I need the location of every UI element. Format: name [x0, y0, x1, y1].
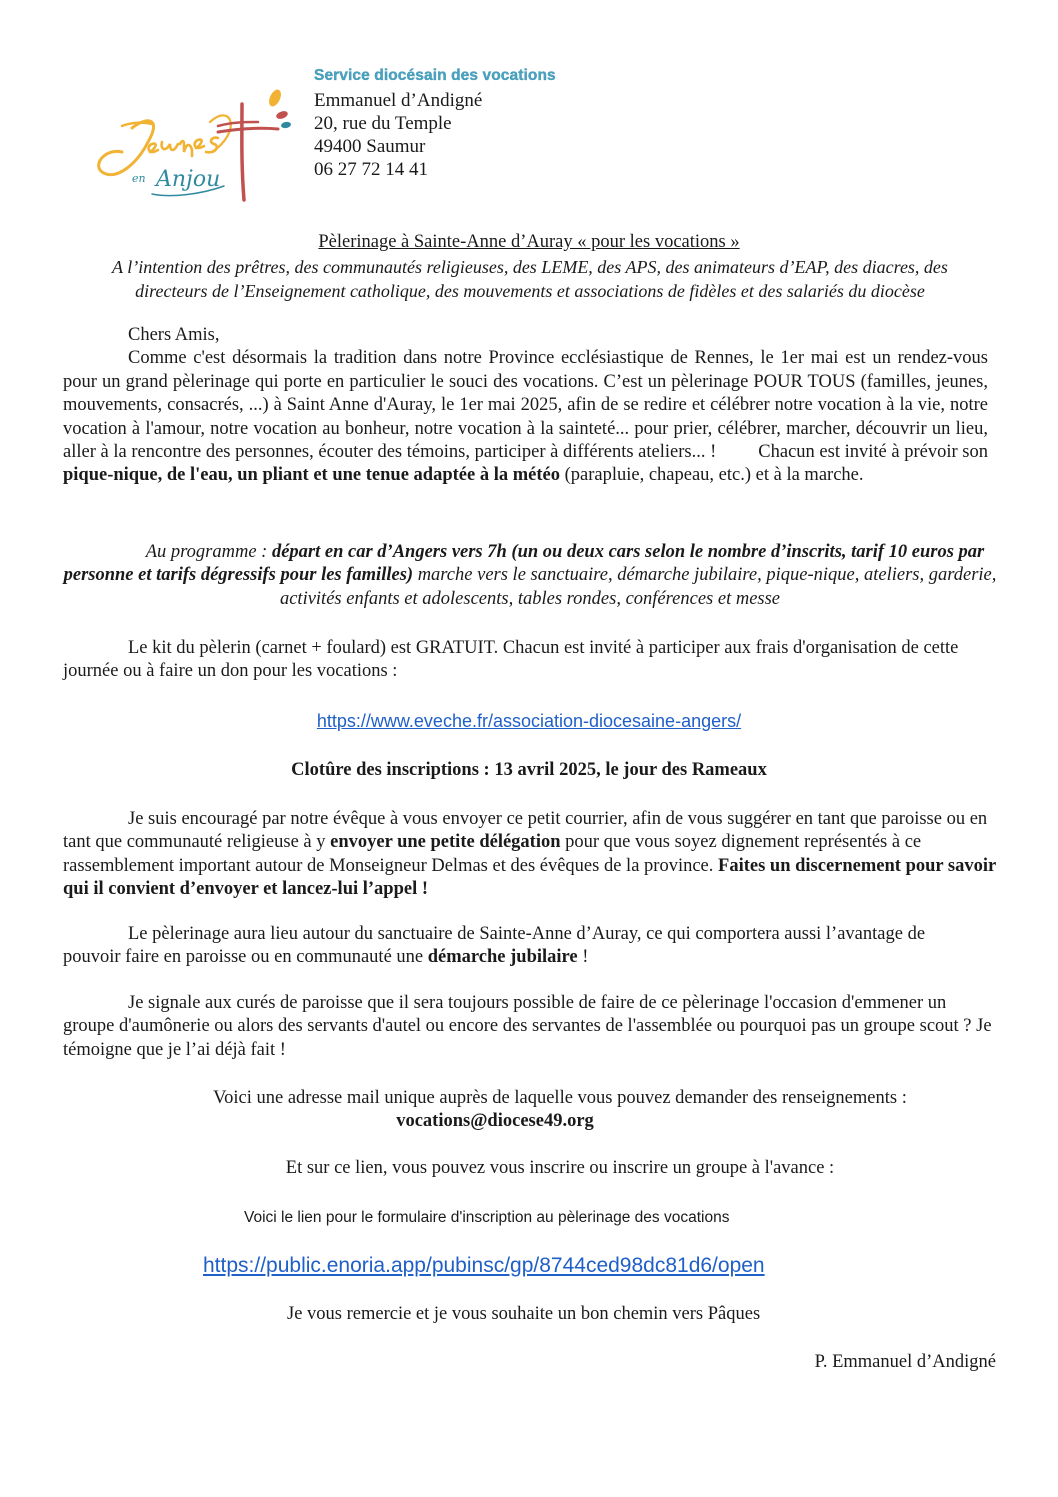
registration-link-row	[203, 1253, 765, 1278]
paragraph-3-bold: démarche jubilaire	[427, 947, 578, 968]
register-intro: Et sur ce lien, vous pouvez vous inscrire ou inscrire un groupe à l'avance :	[285, 1158, 835, 1178]
document-title: Pèlerinage à Sainte-Anne d’Auray « pour les vocations »	[318, 232, 740, 252]
registration-link[interactable]: https://public.enoria.app/pubinsc/gp/8744ced98dc81d6/open	[203, 1254, 765, 1277]
document-subtitle	[60, 256, 1000, 303]
svg-text:en: en	[132, 172, 146, 185]
registration-deadline: Clotûre des inscriptions : 13 avril 2025, le jour des Rameaux	[291, 760, 767, 780]
signature: P. Emmanuel d’Andigné	[814, 1352, 996, 1372]
paragraph-1-bold: pique-nique, de l'eau, un pliant et une tenue adaptée à la météo	[63, 465, 560, 486]
kit-paragraph	[63, 637, 963, 684]
paragraph-2	[63, 808, 998, 902]
subtitle-line: directeurs de l’Enseignement catholique, des mouvements et associations de fidèles et des salariés du diocèse	[135, 280, 925, 301]
paragraph-2-call: Faites un discernement pour savoir qui il convient d’envoyer et lancez-lui l’appel !	[63, 855, 996, 900]
paragraph-3	[63, 923, 983, 970]
paragraph-4	[63, 992, 998, 1062]
paragraph-1-cont: Chacun est invité à prévoir son	[758, 442, 988, 463]
paragraph-4-text: Je signale aux curés de paroisse que il sera toujours possible de faire de ce pèlerinage l'occasion d'emmener un groupe d'aumônerie ou alors des servants d'autel ou encore des servantes de l'assemblée ou pourquoi pas un groupe scout ? Je témoigne que je l’ai déjà fait !	[63, 993, 992, 1060]
kit-text: Le kit du pèlerin (carnet + foulard) est GRATUIT. Chacun est invité à participer aux frais d'organisation de cette journée ou à faire un don pour les vocations :	[63, 638, 959, 682]
thanks-line: Je vous remercie et je vous souhaite un bon chemin vers Pâques	[287, 1304, 761, 1324]
mail-intro: Voici une adresse mail unique auprès de laquelle vous pouvez demander des renseignements :	[213, 1088, 907, 1108]
paragraph-3-end: !	[577, 947, 589, 968]
paragraph-3-text: Le pèlerinage aura lieu autour du sanctuaire de Sainte-Anne d’Auray, ce qui comportera aussi l’avantage de pouvoir faire en paroisse ou en communauté une	[63, 924, 926, 968]
form-intro: Voici le lien pour le formulaire d'inscription au pèlerinage des vocations	[244, 1209, 730, 1226]
programme-paragraph	[60, 541, 1000, 611]
service-name: Service diocésain des vocations	[314, 67, 556, 84]
programme-rest: marche vers le sanctuaire, démarche jubilaire, pique-nique, ateliers, garderie, activités enfants et adolescents, tables rondes, conférences et messe	[279, 565, 997, 609]
paragraph-1: Comme c'est désormais la tradition dans notre Province ecclésiastique de Rennes, le 1er mai est un rendez-vous pour un grand pèlerinage qui porte en particulier le souci des vocations. C’est un pèlerinage POUR TOUS (familles, jeunes, mouvements, consacrés, ...) à Saint Anne d'Auray, le 1er mai 2025, afin de se redire et célébrer notre vocation à la vie, notre vocation à l'amour, notre vocation au bonheur, notre vocation à la sainteté... pour prier, célébrer, marcher, découvrir un lieu, aller à la rencontre des personnes, écouter des témoins, participer à différents ateliers... !	[63, 348, 988, 463]
logo-graphic	[92, 82, 297, 212]
greeting: Chers Amis,	[128, 325, 220, 345]
address-street: 20, rue du Temple	[314, 113, 452, 134]
donation-link-row	[0, 711, 1058, 732]
address-phone: 06 27 72 14 41	[314, 159, 428, 180]
subtitle-line: A l’intention des prêtres, des communautés religieuses, des LEME, des APS, des animateurs d’EAP, des diacres, des	[112, 257, 948, 277]
address-name: Emmanuel d’Andigné	[314, 90, 483, 111]
paragraph-2-text: Je suis encouragé par notre évêque à vous envoyer ce petit courrier, afin de vous suggérer en tant que paroisse ou en tant que communauté religieuse à y	[63, 809, 988, 853]
mail-block	[140, 1087, 980, 1134]
letter-body-intro	[63, 324, 998, 488]
donation-link[interactable]: https://www.eveche.fr/association-diocesaine-angers/	[316, 711, 742, 731]
paragraph-2-bold: envoyer une petite délégation	[330, 832, 561, 853]
programme-bold: départ en car d’Angers vers 7h (un ou deux cars selon le nombre d’inscrits, tarif 10 euros par personne et tarifs dégressifs pour les familles)	[63, 542, 985, 586]
contact-email[interactable]: vocations@diocese49.org	[396, 1111, 594, 1132]
address-city: 49400 Saumur	[314, 136, 426, 157]
svg-text:Anjou: Anjou	[156, 167, 221, 192]
jeunes-en-anjou-logo	[92, 82, 297, 212]
programme-label: Au programme :	[145, 542, 272, 562]
paragraph-2-text-2: pour que vous soyez dignement représentés à ce rassemblement important autour de Monseigneur Delmas et des évêques de la province.	[63, 832, 922, 876]
paragraph-1-end: (parapluie, chapeau, etc.) et à la marche.	[559, 465, 864, 486]
